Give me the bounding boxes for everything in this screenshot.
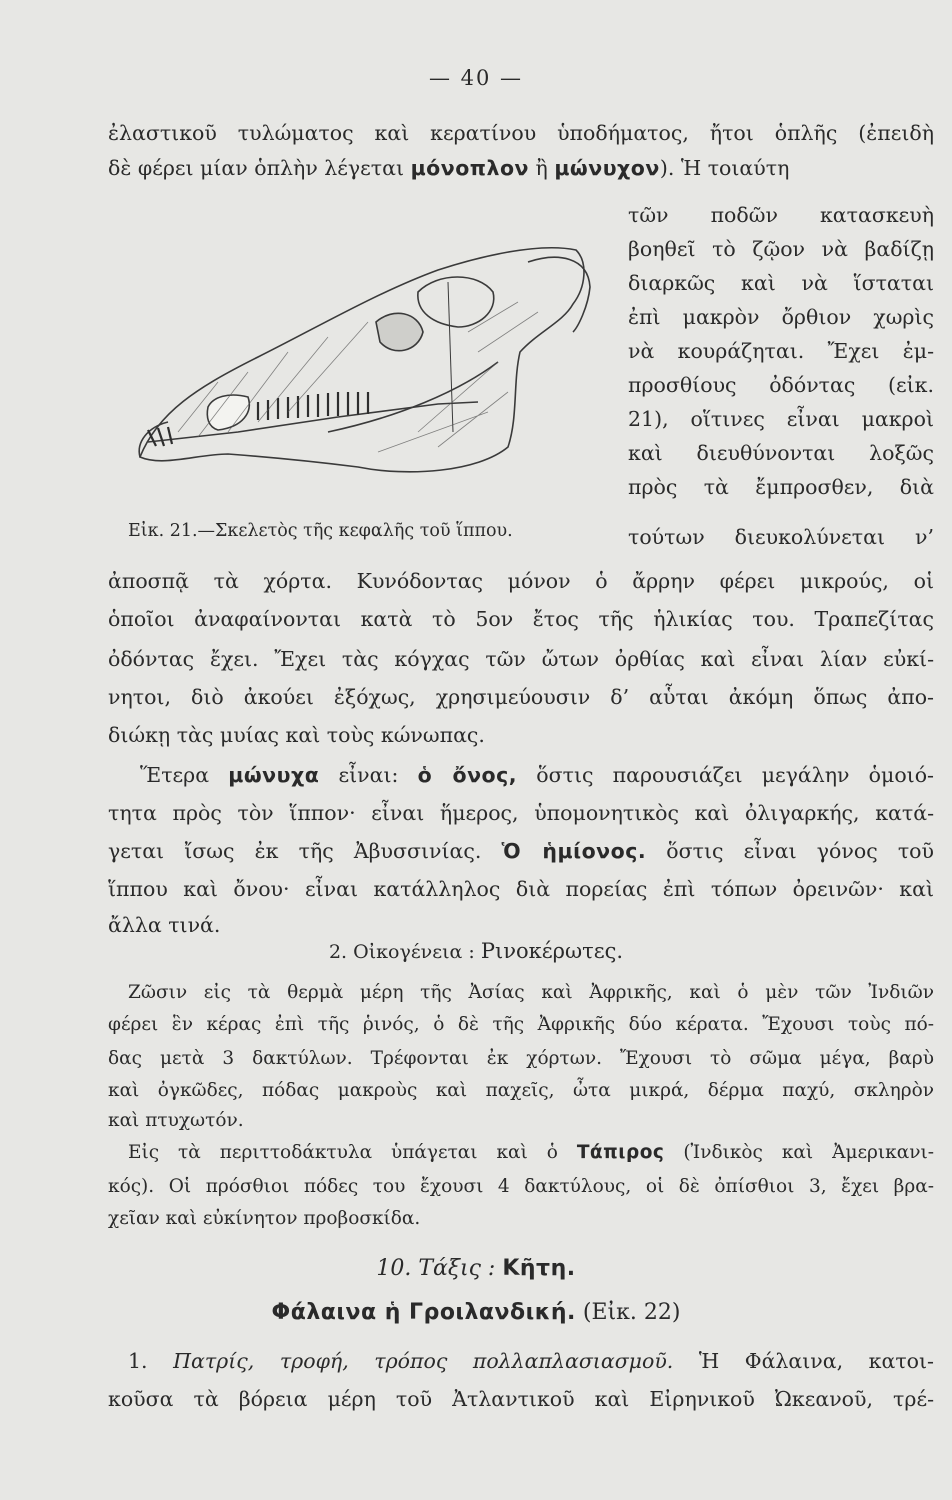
- text-line: νητοι, διὸ ἀκούει ἐξόχως, χρησιμεύουσιν δ’ αὗται ἀκόμη ὅπως ἀπο-: [108, 685, 934, 709]
- text-line: τούτων διευκολύνεται ν’: [628, 525, 934, 549]
- text-line: διαρκῶς καὶ νὰ ἵσταται: [628, 271, 934, 295]
- text-line: 21), οἵτινες εἶναι μακροὶ: [628, 407, 934, 431]
- subheading-italic: Πατρίς, τροφή, τρόπος πολλαπλασιασμοῦ.: [173, 1349, 674, 1373]
- heading-title: Κῆτη.: [502, 1256, 576, 1281]
- term-bold: ὁ ὄνος,: [417, 763, 518, 787]
- term-bold: μώνυχα: [228, 763, 320, 787]
- text-line: καὶ ὀγκῶδες, πόδας μακροὺς καὶ παχεῖς, ὦτα μικρά, δέρμα παχύ, σκληρὸν: [108, 1080, 934, 1101]
- heading-label: 10. Τάξις :: [376, 1256, 503, 1281]
- heading-label: 2. Οἰκογένεια :: [328, 941, 481, 963]
- text-line: προσθίους ὀδόντας (εἰκ.: [628, 373, 934, 397]
- page-number: — 40 —: [428, 66, 524, 90]
- text-fragment: Ἡ Φάλαινα, κατοι-: [673, 1349, 934, 1373]
- text-line: κοῦσα τὰ βόρεια μέρη τοῦ Ἀτλαντικοῦ καὶ Εἰρηνικοῦ Ὠκεανοῦ, τρέ-: [108, 1387, 934, 1411]
- heading-title: Ρινοκέρωτες.: [480, 939, 624, 963]
- order-heading: [0, 1252, 952, 1286]
- text-line: [128, 1138, 934, 1168]
- text-line: ἐλαστικοῦ τυλώματος καὶ κερατίνου ὑποδήματος, ἤτοι ὁπλῆς (ἐπειδὴ: [108, 121, 934, 145]
- text-line: χεῖαν καὶ εὐκίνητον προβοσκίδα.: [108, 1208, 421, 1229]
- text-line: ἵππου καὶ ὄνου· εἶναι κατάλληλος διὰ πορείας ἐπὶ τόπων ὀρεινῶν· καὶ: [108, 877, 934, 901]
- text-line: [108, 836, 934, 866]
- text-line: πρὸς τὰ ἔμπροσθεν, διὰ: [628, 475, 934, 499]
- text-line: τητα πρὸς τὸν ἵππον· εἶναι ἥμερος, ὑπομονητικὸς καὶ ὀλιγαρκής, κατά-: [108, 801, 934, 825]
- text-line: [140, 760, 934, 790]
- text-line: ἐπὶ μακρὸν ὄρθιον χωρὶς: [628, 305, 934, 329]
- text-line: δας μετὰ 3 δακτύλων. Τρέφονται ἐκ χόρτων. Ἔχουσι τὸ σῶμα μέγα, βαρὺ: [108, 1048, 934, 1069]
- horse-skull-illustration: [118, 232, 600, 492]
- text-line: βοηθεῖ τὸ ζῷον νὰ βαδίζῃ: [628, 237, 934, 261]
- text-fragment: (Ἰνδικὸς καὶ Ἀμερικανι-: [664, 1142, 934, 1163]
- text-line: ἀποσπᾷ τὰ χόρτα. Κυνόδοντας μόνον ὁ ἄρρην φέρει μικρούς, οἱ: [108, 569, 934, 593]
- text-line: [128, 1346, 934, 1376]
- text-fragment: Ἕτερα: [140, 763, 229, 787]
- text-line: νὰ κουράζηται. Ἔχει ἐμ-: [628, 339, 934, 363]
- text-line: τῶν ποδῶν κατασκευὴ: [628, 203, 934, 227]
- text-fragment: γεται ἴσως ἐκ τῆς Ἀβυσσινίας.: [108, 839, 502, 863]
- text-fragment: ἢ: [529, 156, 555, 180]
- figure-reference: (Εἰκ. 22): [575, 1300, 681, 1325]
- heading-title: Φάλαινα ἡ Γροιλανδική.: [271, 1300, 576, 1325]
- text-line: φέρει ἓν κέρας ἐπὶ τῆς ῥινός, ὁ δὲ τῆς Ἀφρικῆς δύο κέρατα. Ἔχουσι τοὺς πό-: [108, 1014, 934, 1035]
- text-fragment: Εἰς τὰ περιττοδάκτυλα ὑπάγεται καὶ ὁ: [128, 1142, 577, 1163]
- text-fragment: ). Ἡ τοιαύτη: [659, 156, 790, 180]
- text-line: ὀδόντας ἔχει. Ἔχει τὰς κόγχας τῶν ὤτων ὀρθίας καὶ εἶναι λίαν εὐκί-: [108, 647, 934, 671]
- text-line: [108, 153, 934, 183]
- figure-caption: Εἰκ. 21.—Σκελετὸς τῆς κεφαλῆς τοῦ ἵππου.: [128, 521, 513, 541]
- text-line: κός). Οἱ πρόσθιοι πόδες του ἔχουσι 4 δακτύλους, οἱ δὲ ὀπίσθιοι 3, ἔχει βρα-: [108, 1176, 934, 1197]
- family-heading: [0, 936, 952, 967]
- text-line: ἄλλα τινά.: [108, 913, 221, 937]
- term-bold: μόνοπλον: [410, 156, 530, 180]
- text-line: καὶ διευθύνονται λοξῶς: [628, 441, 934, 465]
- text-line: διώκῃ τὰς μυίας καὶ τοὺς κώνωπας.: [108, 723, 485, 747]
- text-fragment: ὅστις εἶναι γόνος τοῦ: [646, 839, 934, 863]
- text-fragment: 1.: [128, 1349, 174, 1373]
- text-fragment: δὲ φέρει μίαν ὁπλὴν λέγεται: [108, 156, 405, 180]
- text-line: Ζῶσιν εἰς τὰ θερμὰ μέρη τῆς Ἀσίας καὶ Ἀφρικῆς, καὶ ὁ μὲν τῶν Ἰνδιῶν: [128, 982, 934, 1003]
- term-bold: Τάπιρος: [576, 1142, 665, 1163]
- whale-heading: [0, 1296, 952, 1330]
- text-line: καὶ πτυχωτόν.: [108, 1110, 244, 1131]
- text-fragment: ὅστις παρουσιάζει μεγάλην ὁμοιό-: [517, 763, 934, 787]
- text-line: ὁποῖοι ἀναφαίνονται κατὰ τὸ 5ον ἔτος τῆς ἡλικίας του. Τραπεζίτας: [108, 607, 934, 631]
- term-bold: Ὁ ἡμίονος.: [501, 839, 647, 863]
- text-fragment: εἶναι:: [319, 763, 418, 787]
- term-bold: μώνυχον: [554, 156, 660, 180]
